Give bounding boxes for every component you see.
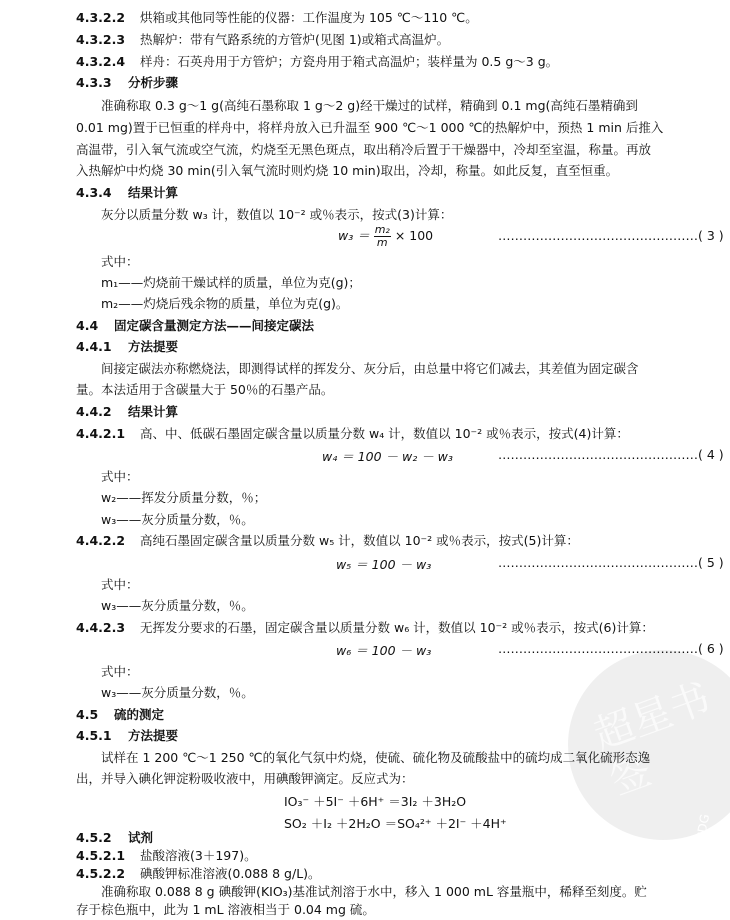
para-sulfur-1: 试样在 1 200 ℃～1 250 ℃的氧化气氛中灼烧，使硫、硫化物及硫酸盐中的硫均成二氧化硫形态逸 [101,750,651,765]
symbol-m2: m₂——灼烧后残余物的质量，单位为克(g)。 [101,296,349,311]
heading-4-4-1: 4.4.1 方法提要 [76,339,179,354]
heading-4-4: 4.4 固定碳含量测定方法——间接定碳法 [76,318,315,333]
para-reagent-1: 准确称取 0.088 8 g 碘酸钾(KIO₃)基准试剂溶于水中，移入 1 000 mL 容量瓶中，稀释至刻度。贮 [101,884,647,899]
para-indirect-2: 量。本法适用于含碳量大于 50％的石墨产品。 [76,382,334,397]
heading-4-5-2: 4.5.2 试剂 [76,830,154,845]
heading-4-3-3: 4.3.3 分析步骤 [76,75,179,90]
clause-4-5-2-1: 4.5.2.1 盐酸溶液(3＋197)。 [76,848,257,863]
where-label-1: 式中： [101,254,139,269]
watermark-pdg: PDG [693,813,713,841]
heading-4-5-1: 4.5.1 方法提要 [76,728,179,743]
para-procedure-3: 高温带，引入氧气流或空气流，灼烧至无黑色斑点，取出稍冷后置于干燥器中，冷却至室温，称量。再放 [76,142,652,157]
clause-4-4-2-2: 4.4.2.2 高纯石墨固定碳含量以质量分数 w₅ 计，数值以 10⁻² 或％表示，按式(5)计算： [76,533,579,548]
para-procedure-2: 0.01 mg)置于已恒重的样舟中，将样舟放入已升温至 900 ℃～1 000 ℃的热解炉中，预热 1 min 后推入 [76,120,664,135]
para-procedure-1: 准确称取 0.3 g～1 g(高纯石墨称取 1 g～2 g)经干燥过的试样，精确到 0.1 mg(高纯石墨精确到 [101,98,638,113]
symbol-w3-a: w₃——灰分质量分数，％。 [101,512,254,527]
reaction-2: SO₂ ＋I₂ ＋2H₂O ＝SO₄²⁺ ＋2I⁻ ＋4H⁺ [284,816,507,831]
symbol-w2: w₂——挥发分质量分数，％； [101,490,267,505]
para-indirect-1: 间接定碳法亦称燃烧法，即测得试样的挥发分、灰分后，由总量中将它们减去，其差值为固定碳含 [101,361,639,376]
where-label-2: 式中： [101,469,139,484]
formula-4: w₄ ＝ 100 － w₂ － w₃ [322,449,453,464]
para-sulfur-2: 出，并导入碘化钾淀粉吸收液中，用碘酸钾滴定。反应式为： [76,771,414,786]
clause-4-3-2-2: 4.3.2.2 烘箱或其他同等性能的仪器：工作温度为 105 ℃～110 ℃。 [76,10,478,25]
formula-5: w₅ ＝ 100 － w₃ [336,557,432,572]
clause-4-3-2-4: 4.3.2.4 样舟：石英舟用于方管炉；方瓷舟用于箱式高温炉；装样量为 0.5 g～3 g。 [76,54,559,69]
formula-6: w₆ ＝ 100 － w₃ [336,643,432,658]
clause-4-4-2-3: 4.4.2.3 无挥发分要求的石墨，固定碳含量以质量分数 w₆ 计，数值以 10⁻² 或％表示，按式(6)计算： [76,620,654,635]
para-procedure-4: 入热解炉中灼烧 30 min(引入氧气流时则灼烧 10 min)取出，冷却，称量。如此反复，直至恒重。 [76,163,619,178]
leader-dots-4: …………………………………………( 4 ) [498,447,724,462]
reaction-1: IO₃⁻ ＋5I⁻ ＋6H⁺ ＝3I₂ ＋3H₂O [284,794,467,809]
para-reagent-2: 存于棕色瓶中，此为 1 mL 溶液相当于 0.04 mg 硫。 [76,902,375,917]
where-label-4: 式中： [101,664,139,679]
clause-4-4-2-1: 4.4.2.1 高、中、低碳石墨固定碳含量以质量分数 w₄ 计，数值以 10⁻² 或％表示，按式(4)计算： [76,426,629,441]
para-ash-calc: 灰分以质量分数 w₃ 计，数值以 10⁻² 或％表示，按式(3)计算： [101,207,453,222]
clause-4-3-2-3: 4.3.2.3 热解炉：带有气路系统的方管炉(见图 1)或箱式高温炉。 [76,32,450,47]
symbol-w3-b: w₃——灰分质量分数，％。 [101,598,254,613]
symbol-w3-c: w₃——灰分质量分数，％。 [101,685,254,700]
leader-dots-6: …………………………………………( 6 ) [498,641,724,656]
heading-4-4-2: 4.4.2 结果计算 [76,404,179,419]
heading-4-5: 4.5 硫的测定 [76,707,165,722]
clause-4-5-2-2: 4.5.2.2 碘酸钾标准溶液(0.088 8 g/L)。 [76,866,321,881]
symbol-m1: m₁——灼烧前干燥试样的质量，单位为克(g)； [101,275,361,290]
formula-3: w₃ ＝ $\frac{\text{m₂}}{m}$ × 100 [338,223,434,249]
heading-4-3-4: 4.3.4 结果计算 [76,185,179,200]
where-label-3: 式中： [101,577,139,592]
leader-dots-5: …………………………………………( 5 ) [498,555,724,570]
leader-dots-3: …………………………………………( 3 ) [498,228,724,243]
watermark-text: 超星书签 [587,675,717,805]
